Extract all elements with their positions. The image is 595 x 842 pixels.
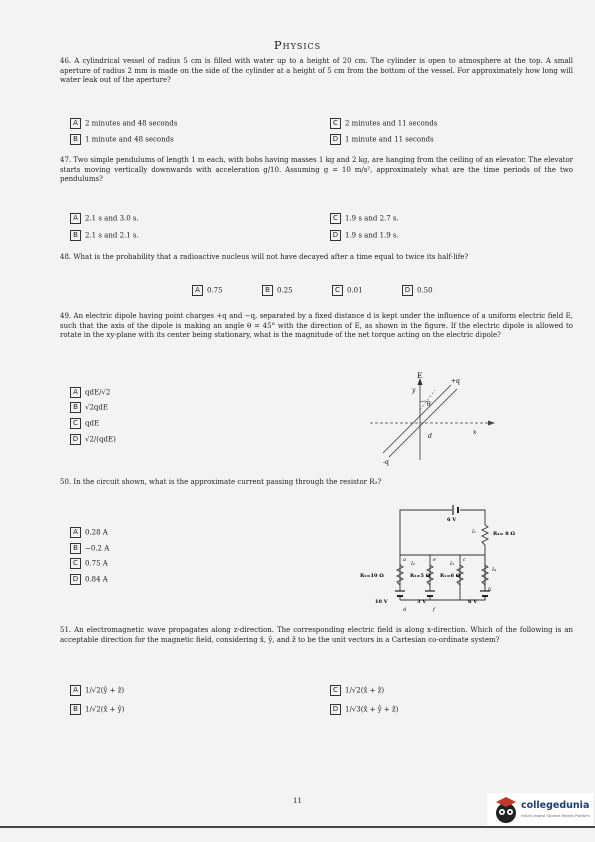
option-51-c[interactable] (330, 685, 384, 696)
option-key: B (70, 402, 81, 413)
option-text: 2 minutes and 48 seconds (85, 119, 178, 128)
node-d-label: d (403, 607, 407, 613)
logo-tagline: India's largest Student Review Platform (521, 814, 590, 818)
option-key: B (262, 285, 273, 296)
option-46-d[interactable] (330, 134, 434, 145)
node-a-label: a (403, 557, 406, 563)
option-text: 0.28 A (85, 528, 108, 537)
option-51-b[interactable] (70, 704, 124, 715)
option-49-d[interactable] (70, 434, 116, 445)
option-key: A (70, 685, 81, 696)
option-49-c[interactable] (70, 418, 99, 429)
option-text: 2.1 s and 3.0 s. (85, 214, 139, 223)
r2-label: R₂=10 Ω (360, 573, 384, 579)
option-key: C (330, 213, 341, 224)
source-right-label: 6 V (468, 599, 478, 605)
option-text: 1.9 s and 1.9 s. (345, 231, 399, 240)
option-text: 0.25 (277, 286, 293, 295)
option-48-c[interactable] (332, 285, 363, 296)
option-text: 0.75 (207, 286, 223, 295)
x-axis-label: x (473, 429, 477, 436)
option-key: C (70, 418, 81, 429)
option-text: 1.9 s and 2.7 s. (345, 214, 399, 223)
option-50-b[interactable] (70, 543, 109, 554)
option-49-a[interactable] (70, 387, 110, 398)
option-46-a[interactable] (70, 118, 177, 129)
question-46: 46. A cylindrical vessel of radius 5 cm is filled with water up to a height of 20 cm. The cylinder is open to atmosphere at the top. A small aperture of radius 2 mm is made on the side of the cylinder at a height of 5 cm from the bottom of the vessel. For approximately how long will water leak out of the aperture? (60, 57, 573, 85)
r1-label: R₁=6 Ω (440, 573, 461, 579)
option-text: 2 minutes and 11 seconds (345, 119, 438, 128)
option-key: C (70, 558, 81, 569)
option-coefficient: 1/√2 (85, 686, 101, 695)
option-key: B (70, 704, 81, 715)
option-key: B (70, 134, 81, 145)
field-label: E (417, 372, 423, 380)
option-51-a[interactable] (70, 685, 124, 696)
circuit-figure (355, 505, 555, 615)
option-vector: (ŷ + ẑ) (100, 686, 125, 695)
question-51: 51. An electromagnetic wave propagates along z-direction. The corresponding electric field is along x-direction. Which of the following is an acceptable direction for the magnetic field, considering x̂, ŷ, and ẑ to be the unit vectors in a Cartesian co-ordinate system? (60, 626, 573, 644)
collegedunia-logo (487, 793, 593, 827)
option-key: C (330, 118, 341, 129)
current-i2-label: I₂ (411, 561, 415, 567)
page-number: 11 (293, 797, 302, 805)
question-48: 48. What is the probability that a radioactive nucleus will not have decayed after a time equal to twice its half-life? (60, 253, 469, 261)
plus-charge-label: +q (451, 378, 460, 385)
option-text: 1 minute and 11 seconds (345, 135, 434, 144)
y-axis-label: y (412, 387, 416, 394)
option-key: A (70, 118, 81, 129)
option-key: A (70, 387, 81, 398)
source-top-label: 6 V (447, 517, 457, 523)
option-key: C (332, 285, 343, 296)
r3-label: R₃=5 Ω (410, 573, 431, 579)
node-e-label: e (433, 557, 436, 563)
option-50-c[interactable] (70, 558, 108, 569)
d-label: d (428, 433, 432, 440)
option-47-d[interactable] (330, 230, 399, 241)
option-key: D (70, 574, 81, 585)
option-coefficient: 1/√3 (345, 705, 361, 714)
page-title: Physics (273, 38, 322, 52)
node-b-label: b (488, 587, 492, 593)
option-47-b[interactable] (70, 230, 139, 241)
option-text: qdE (85, 419, 100, 428)
option-vector: (x̂ + ŷ) (100, 705, 125, 714)
current-i1-label: I₁ (472, 529, 476, 535)
option-50-a[interactable] (70, 527, 108, 538)
option-key: D (330, 134, 341, 145)
option-coefficient: 1/√2 (345, 686, 361, 695)
option-key: D (402, 285, 413, 296)
question-50: 50. In the circuit shown, what is the approximate current passing through the resistor R₃? (60, 478, 382, 486)
current-i3-label: I₃ (450, 561, 454, 567)
option-coefficient: 1/√2 (85, 705, 101, 714)
source-left-label: 10 V (375, 599, 388, 605)
option-key: D (70, 434, 81, 445)
bottom-divider (0, 826, 595, 828)
minus-charge-label: -q (383, 459, 389, 466)
option-text: √2/(qdE) (85, 435, 116, 444)
option-key: A (192, 285, 203, 296)
option-46-c[interactable] (330, 118, 437, 129)
option-49-b[interactable] (70, 402, 108, 413)
option-47-a[interactable] (70, 213, 139, 224)
option-key: A (70, 527, 81, 538)
option-key: D (330, 704, 341, 715)
node-c-label: c (463, 557, 466, 563)
option-key: B (70, 543, 81, 554)
node-f-label: f (433, 607, 435, 613)
mascot-icon (491, 795, 521, 825)
question-47: 47. Two simple pendulums of length 1 m each, with bobs having masses 1 kg and 2 kg, are hanging from the ceiling of an elevator. The elevator starts moving vertically downwards with acceleration g/10. Assuming g = 10 m/s², approximately what are the time periods of the two pendulums? (60, 156, 573, 184)
logo-name: collegedunia (521, 800, 590, 811)
current-i4-label: I₄ (492, 567, 496, 573)
option-text: 0.50 (417, 286, 433, 295)
question-49: 49. An electric dipole having point charges +q and −q, separated by a fixed distance d is kept under the influence of a uniform electric field E, such that the axis of the dipole is making an angle θ = 45° with the direction of E, as shown in the figure. If the electric dipole is allowed to rotate in the xy-plane with its center being stationary, what is the magnitude of the net torque acting on the electric dipole? (60, 312, 573, 340)
option-50-d[interactable] (70, 574, 108, 585)
option-46-b[interactable] (70, 134, 174, 145)
option-key: A (70, 213, 81, 224)
option-vector: (x̂ + ẑ) (360, 686, 385, 695)
option-48-b[interactable] (262, 285, 293, 296)
option-51-d[interactable] (330, 704, 398, 715)
option-key: D (330, 230, 341, 241)
r4-label: R₄= 8 Ω (493, 531, 515, 537)
option-text: 0.75 A (85, 559, 108, 568)
option-48-a[interactable] (192, 285, 223, 296)
option-text: 0.01 (347, 286, 363, 295)
option-text: −0.2 A (85, 544, 110, 553)
option-text: qdE/√2 (85, 388, 111, 397)
theta-label: θ (427, 401, 431, 408)
option-key: C (330, 685, 341, 696)
option-text: √2qdE (85, 403, 108, 412)
source-mid-label: 3 V (417, 599, 427, 605)
option-48-d[interactable] (402, 285, 433, 296)
option-text: 0.84 A (85, 575, 108, 584)
option-key: B (70, 230, 81, 241)
option-text: 2.1 s and 2.1 s. (85, 231, 139, 240)
dipole-figure (365, 368, 505, 468)
option-text: 1 minute and 48 seconds (85, 135, 174, 144)
option-vector: (x̂ + ŷ + ẑ) (360, 705, 399, 714)
option-47-c[interactable] (330, 213, 399, 224)
